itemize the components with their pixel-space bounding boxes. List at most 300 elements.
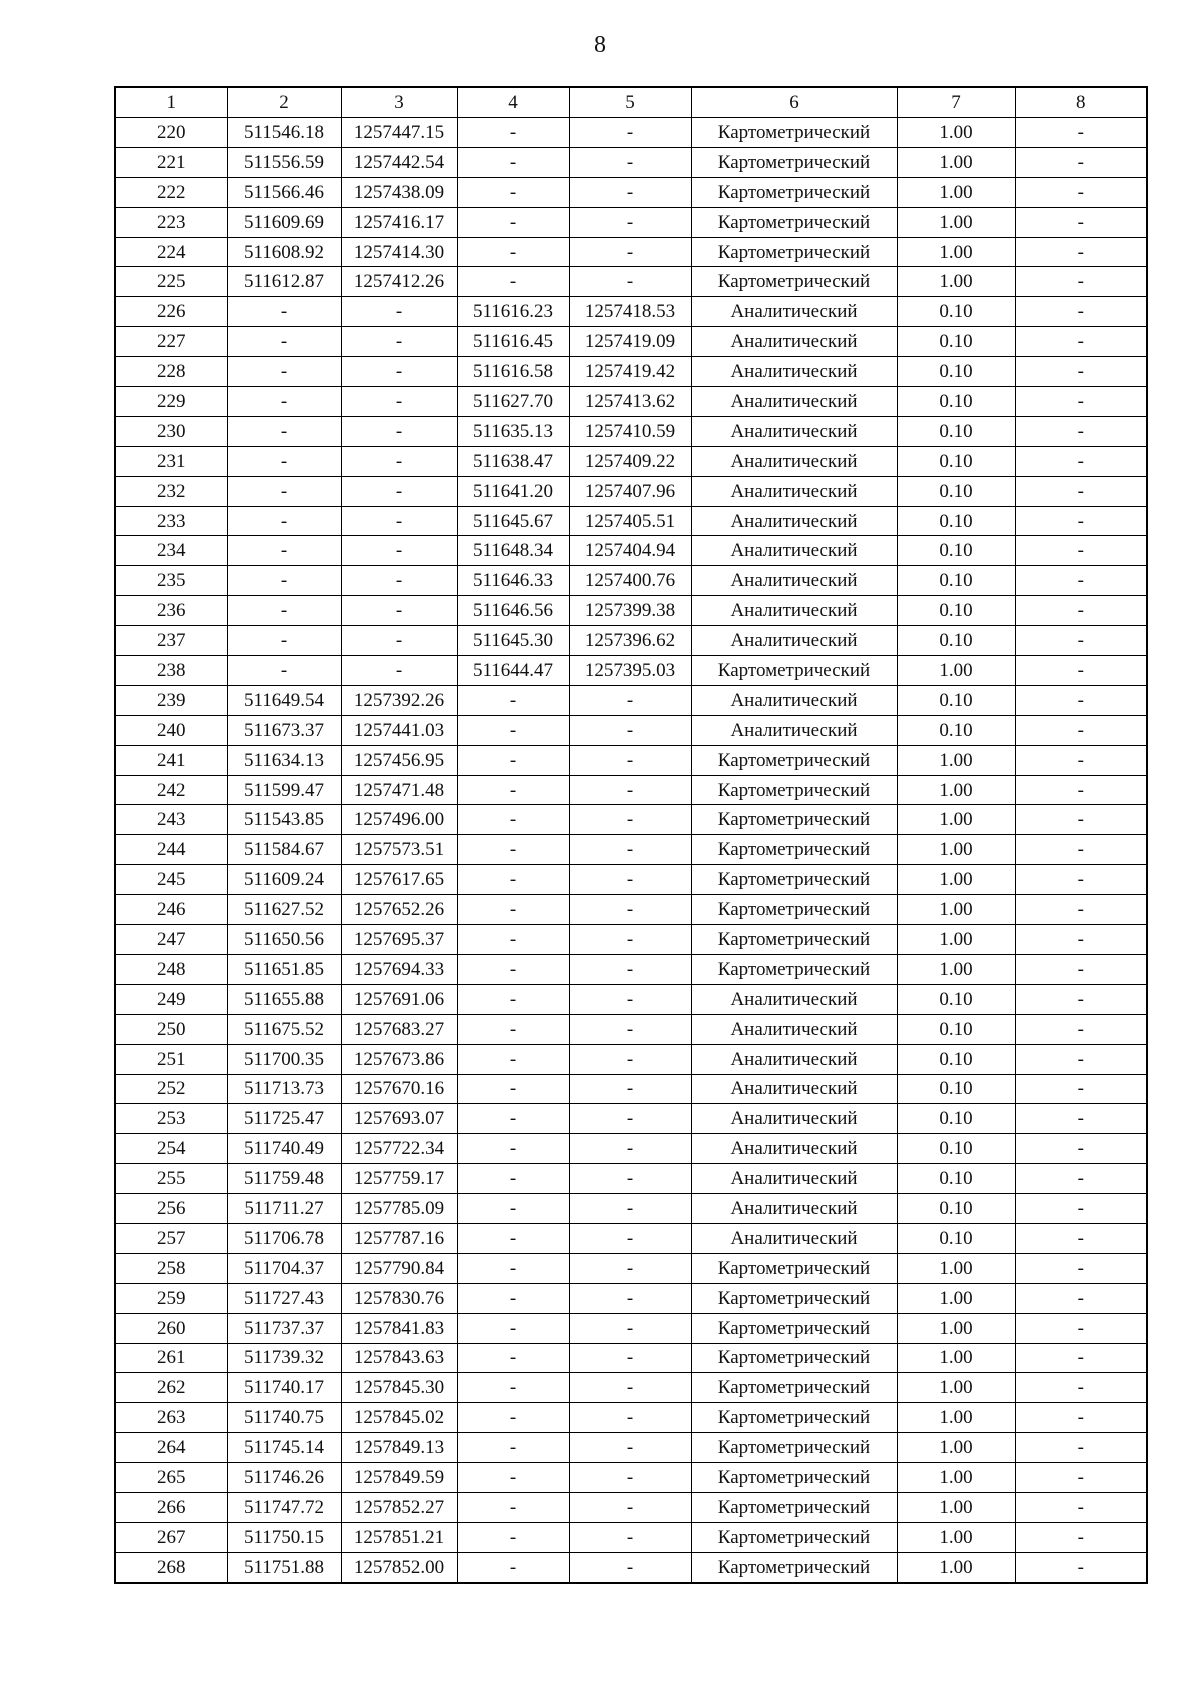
cell-y-coord-existing: - [341, 327, 457, 357]
cell-description: - [1015, 566, 1147, 596]
cell-y-coord-existing: 1257573.51 [341, 835, 457, 865]
cell-accuracy: 1.00 [897, 118, 1015, 148]
table-row [115, 237, 1147, 267]
cell-x-coord-existing: 511627.52 [227, 895, 341, 925]
cell-point-number: 233 [115, 506, 227, 536]
cell-x-coord-existing: 511566.46 [227, 177, 341, 207]
cell-x-coord-new: - [457, 1313, 569, 1343]
cell-description: - [1015, 1522, 1147, 1552]
cell-point-number: 226 [115, 297, 227, 327]
cell-y-coord-new: - [569, 237, 691, 267]
cell-x-coord-existing: 511745.14 [227, 1433, 341, 1463]
cell-accuracy: 1.00 [897, 775, 1015, 805]
cell-y-coord-existing: 1257785.09 [341, 1194, 457, 1224]
cell-point-number: 268 [115, 1552, 227, 1582]
cell-y-coord-existing: 1257496.00 [341, 805, 457, 835]
cell-y-coord-new: - [569, 1104, 691, 1134]
cell-description: - [1015, 118, 1147, 148]
cell-description: - [1015, 1194, 1147, 1224]
page-number: 8 [594, 32, 606, 58]
cell-method: Аналитический [691, 685, 897, 715]
cell-x-coord-existing: 511634.13 [227, 745, 341, 775]
table-row [115, 925, 1147, 955]
cell-point-number: 253 [115, 1104, 227, 1134]
cell-method: Картометрический [691, 118, 897, 148]
table-row [115, 1134, 1147, 1164]
cell-accuracy: 0.10 [897, 476, 1015, 506]
cell-method: Аналитический [691, 357, 897, 387]
table-row [115, 267, 1147, 297]
cell-x-coord-existing: 511651.85 [227, 954, 341, 984]
cell-point-number: 251 [115, 1044, 227, 1074]
cell-x-coord-new: - [457, 147, 569, 177]
cell-point-number: 241 [115, 745, 227, 775]
cell-method: Аналитический [691, 984, 897, 1014]
cell-method: Картометрический [691, 925, 897, 955]
cell-description: - [1015, 1134, 1147, 1164]
cell-y-coord-new: 1257410.59 [569, 416, 691, 446]
cell-x-coord-existing: - [227, 476, 341, 506]
cell-accuracy: 1.00 [897, 1253, 1015, 1283]
cell-y-coord-new: - [569, 1223, 691, 1253]
cell-point-number: 250 [115, 1014, 227, 1044]
table-row [115, 835, 1147, 865]
cell-method: Картометрический [691, 147, 897, 177]
cell-x-coord-new: 511616.45 [457, 327, 569, 357]
cell-x-coord-new: - [457, 925, 569, 955]
cell-y-coord-existing: 1257694.33 [341, 954, 457, 984]
table-row [115, 1104, 1147, 1134]
table-row [115, 1403, 1147, 1433]
cell-point-number: 240 [115, 715, 227, 745]
cell-x-coord-new: 511646.56 [457, 596, 569, 626]
cell-x-coord-new: 511616.58 [457, 357, 569, 387]
cell-x-coord-new: - [457, 1044, 569, 1074]
table-row [115, 1074, 1147, 1104]
table-row [115, 954, 1147, 984]
cell-y-coord-existing: 1257852.27 [341, 1492, 457, 1522]
table-row [115, 1522, 1147, 1552]
cell-description: - [1015, 775, 1147, 805]
cell-description: - [1015, 626, 1147, 656]
cell-method: Аналитический [691, 327, 897, 357]
cell-method: Картометрический [691, 237, 897, 267]
cell-y-coord-existing: - [341, 656, 457, 686]
table-row [115, 506, 1147, 536]
cell-y-coord-new: 1257396.62 [569, 626, 691, 656]
cell-x-coord-existing: - [227, 536, 341, 566]
cell-x-coord-existing: 511739.32 [227, 1343, 341, 1373]
table-row [115, 984, 1147, 1014]
header-row [115, 87, 1147, 118]
cell-x-coord-existing: - [227, 596, 341, 626]
cell-y-coord-new: - [569, 954, 691, 984]
cell-accuracy: 1.00 [897, 1343, 1015, 1373]
cell-point-number: 245 [115, 865, 227, 895]
cell-method: Картометрический [691, 1492, 897, 1522]
cell-accuracy: 1.00 [897, 237, 1015, 267]
cell-method: Картометрический [691, 1552, 897, 1582]
cell-y-coord-existing: 1257441.03 [341, 715, 457, 745]
cell-point-number: 257 [115, 1223, 227, 1253]
cell-x-coord-new: - [457, 954, 569, 984]
table-row [115, 685, 1147, 715]
table-row [115, 177, 1147, 207]
cell-x-coord-existing: 511584.67 [227, 835, 341, 865]
cell-description: - [1015, 656, 1147, 686]
cell-x-coord-new: - [457, 895, 569, 925]
cell-point-number: 227 [115, 327, 227, 357]
cell-x-coord-new: - [457, 1373, 569, 1403]
cell-description: - [1015, 536, 1147, 566]
cell-y-coord-new: - [569, 1253, 691, 1283]
cell-x-coord-new: 511646.33 [457, 566, 569, 596]
cell-y-coord-new: - [569, 805, 691, 835]
cell-accuracy: 1.00 [897, 1433, 1015, 1463]
cell-description: - [1015, 745, 1147, 775]
cell-description: - [1015, 685, 1147, 715]
cell-description: - [1015, 237, 1147, 267]
cell-y-coord-new: - [569, 1522, 691, 1552]
cell-x-coord-existing: 511750.15 [227, 1522, 341, 1552]
cell-y-coord-new: - [569, 685, 691, 715]
cell-description: - [1015, 1164, 1147, 1194]
cell-method: Картометрический [691, 1403, 897, 1433]
cell-description: - [1015, 835, 1147, 865]
cell-point-number: 247 [115, 925, 227, 955]
cell-point-number: 261 [115, 1343, 227, 1373]
cell-method: Аналитический [691, 715, 897, 745]
cell-x-coord-existing: 511706.78 [227, 1223, 341, 1253]
cell-x-coord-new: 511638.47 [457, 446, 569, 476]
cell-accuracy: 1.00 [897, 1492, 1015, 1522]
cell-y-coord-existing: 1257416.17 [341, 207, 457, 237]
table-row [115, 1164, 1147, 1194]
table-row [115, 1343, 1147, 1373]
cell-y-coord-new: - [569, 1403, 691, 1433]
cell-description: - [1015, 387, 1147, 417]
cell-accuracy: 1.00 [897, 1463, 1015, 1493]
cell-x-coord-existing: 511740.49 [227, 1134, 341, 1164]
cell-point-number: 267 [115, 1522, 227, 1552]
cell-x-coord-new: - [457, 715, 569, 745]
cell-y-coord-existing: - [341, 387, 457, 417]
cell-x-coord-existing: 511546.18 [227, 118, 341, 148]
cell-y-coord-existing: - [341, 536, 457, 566]
cell-x-coord-new: 511644.47 [457, 656, 569, 686]
table-row [115, 297, 1147, 327]
cell-accuracy: 0.10 [897, 327, 1015, 357]
cell-method: Картометрический [691, 835, 897, 865]
cell-y-coord-existing: 1257830.76 [341, 1283, 457, 1313]
cell-point-number: 262 [115, 1373, 227, 1403]
cell-x-coord-new: - [457, 775, 569, 805]
cell-accuracy: 0.10 [897, 416, 1015, 446]
cell-accuracy: 1.00 [897, 177, 1015, 207]
cell-point-number: 229 [115, 387, 227, 417]
cell-description: - [1015, 1283, 1147, 1313]
cell-description: - [1015, 506, 1147, 536]
cell-x-coord-new: - [457, 1343, 569, 1373]
cell-y-coord-new: - [569, 745, 691, 775]
cell-point-number: 231 [115, 446, 227, 476]
cell-x-coord-existing: 511713.73 [227, 1074, 341, 1104]
cell-x-coord-existing: - [227, 446, 341, 476]
cell-description: - [1015, 954, 1147, 984]
cell-point-number: 260 [115, 1313, 227, 1343]
table-row [115, 476, 1147, 506]
column-header-4: 4 [457, 87, 569, 118]
cell-x-coord-new: - [457, 267, 569, 297]
cell-description: - [1015, 1253, 1147, 1283]
cell-accuracy: 1.00 [897, 865, 1015, 895]
cell-y-coord-new: - [569, 1164, 691, 1194]
cell-method: Картометрический [691, 745, 897, 775]
table-row [115, 1492, 1147, 1522]
cell-description: - [1015, 1403, 1147, 1433]
cell-x-coord-new: - [457, 1283, 569, 1313]
cell-method: Аналитический [691, 1223, 897, 1253]
cell-y-coord-new: - [569, 715, 691, 745]
cell-x-coord-existing: 511649.54 [227, 685, 341, 715]
cell-x-coord-new: - [457, 1253, 569, 1283]
cell-method: Аналитический [691, 297, 897, 327]
cell-accuracy: 1.00 [897, 1283, 1015, 1313]
cell-method: Аналитический [691, 536, 897, 566]
cell-y-coord-existing: 1257447.15 [341, 118, 457, 148]
cell-method: Картометрический [691, 177, 897, 207]
cell-x-coord-existing: 511608.92 [227, 237, 341, 267]
cell-point-number: 248 [115, 954, 227, 984]
cell-y-coord-existing: 1257414.30 [341, 237, 457, 267]
cell-y-coord-new: 1257419.42 [569, 357, 691, 387]
cell-x-coord-existing: 511650.56 [227, 925, 341, 955]
table-row [115, 895, 1147, 925]
cell-y-coord-existing: 1257790.84 [341, 1253, 457, 1283]
cell-description: - [1015, 865, 1147, 895]
cell-method: Аналитический [691, 1164, 897, 1194]
cell-x-coord-existing: 511725.47 [227, 1104, 341, 1134]
cell-description: - [1015, 805, 1147, 835]
cell-y-coord-new: - [569, 1074, 691, 1104]
cell-y-coord-new: - [569, 267, 691, 297]
cell-description: - [1015, 895, 1147, 925]
cell-description: - [1015, 147, 1147, 177]
cell-accuracy: 0.10 [897, 1014, 1015, 1044]
cell-x-coord-new: 511641.20 [457, 476, 569, 506]
cell-x-coord-existing: - [227, 656, 341, 686]
cell-method: Картометрический [691, 1373, 897, 1403]
table-body [115, 118, 1147, 1583]
cell-method: Картометрический [691, 207, 897, 237]
cell-x-coord-new: - [457, 1134, 569, 1164]
cell-accuracy: 1.00 [897, 207, 1015, 237]
cell-x-coord-new: - [457, 1164, 569, 1194]
cell-description: - [1015, 177, 1147, 207]
cell-method: Картометрический [691, 1522, 897, 1552]
cell-y-coord-existing: - [341, 626, 457, 656]
cell-point-number: 254 [115, 1134, 227, 1164]
cell-x-coord-new: - [457, 1014, 569, 1044]
cell-method: Картометрический [691, 656, 897, 686]
cell-point-number: 225 [115, 267, 227, 297]
cell-accuracy: 0.10 [897, 536, 1015, 566]
cell-point-number: 242 [115, 775, 227, 805]
cell-y-coord-existing: 1257683.27 [341, 1014, 457, 1044]
cell-point-number: 264 [115, 1433, 227, 1463]
cell-x-coord-existing: - [227, 357, 341, 387]
cell-y-coord-new: 1257395.03 [569, 656, 691, 686]
table-row [115, 1433, 1147, 1463]
cell-y-coord-existing: 1257849.59 [341, 1463, 457, 1493]
cell-y-coord-new: - [569, 984, 691, 1014]
cell-point-number: 223 [115, 207, 227, 237]
cell-x-coord-new: - [457, 1074, 569, 1104]
cell-x-coord-new: - [457, 685, 569, 715]
table-row [115, 1253, 1147, 1283]
cell-x-coord-new: 511616.23 [457, 297, 569, 327]
cell-accuracy: 0.10 [897, 297, 1015, 327]
cell-x-coord-new: 511635.13 [457, 416, 569, 446]
cell-description: - [1015, 1313, 1147, 1343]
cell-y-coord-existing: 1257759.17 [341, 1164, 457, 1194]
cell-description: - [1015, 984, 1147, 1014]
cell-y-coord-existing: - [341, 566, 457, 596]
cell-method: Картометрический [691, 1253, 897, 1283]
cell-accuracy: 0.10 [897, 596, 1015, 626]
table-row [115, 745, 1147, 775]
cell-y-coord-new: - [569, 1134, 691, 1164]
cell-method: Картометрический [691, 895, 897, 925]
cell-accuracy: 1.00 [897, 895, 1015, 925]
cell-y-coord-new: - [569, 1194, 691, 1224]
column-header-2: 2 [227, 87, 341, 118]
cell-x-coord-existing: - [227, 566, 341, 596]
cell-y-coord-existing: 1257849.13 [341, 1433, 457, 1463]
cell-x-coord-existing: 511746.26 [227, 1463, 341, 1493]
table-row [115, 626, 1147, 656]
cell-x-coord-new: - [457, 984, 569, 1014]
cell-x-coord-existing: - [227, 626, 341, 656]
cell-description: - [1015, 1223, 1147, 1253]
cell-y-coord-existing: - [341, 357, 457, 387]
cell-point-number: 234 [115, 536, 227, 566]
cell-x-coord-existing: 511700.35 [227, 1044, 341, 1074]
cell-method: Аналитический [691, 1014, 897, 1044]
cell-y-coord-new: 1257405.51 [569, 506, 691, 536]
cell-x-coord-new: - [457, 237, 569, 267]
cell-y-coord-existing: 1257412.26 [341, 267, 457, 297]
cell-y-coord-existing: - [341, 446, 457, 476]
cell-description: - [1015, 1492, 1147, 1522]
cell-x-coord-existing: 511751.88 [227, 1552, 341, 1582]
cell-description: - [1015, 596, 1147, 626]
cell-y-coord-existing: - [341, 476, 457, 506]
cell-point-number: 236 [115, 596, 227, 626]
cell-x-coord-existing: 511740.75 [227, 1403, 341, 1433]
table-row [115, 596, 1147, 626]
cell-accuracy: 1.00 [897, 147, 1015, 177]
cell-accuracy: 0.10 [897, 1194, 1015, 1224]
column-header-1: 1 [115, 87, 227, 118]
cell-accuracy: 0.10 [897, 984, 1015, 1014]
cell-y-coord-new: - [569, 775, 691, 805]
cell-method: Картометрический [691, 1343, 897, 1373]
cell-method: Аналитический [691, 626, 897, 656]
cell-y-coord-new: - [569, 1283, 691, 1313]
cell-accuracy: 1.00 [897, 805, 1015, 835]
cell-accuracy: 1.00 [897, 1373, 1015, 1403]
cell-point-number: 235 [115, 566, 227, 596]
cell-x-coord-new: - [457, 1104, 569, 1134]
cell-method: Картометрический [691, 1433, 897, 1463]
cell-x-coord-existing: - [227, 327, 341, 357]
cell-x-coord-existing: 511711.27 [227, 1194, 341, 1224]
cell-method: Аналитический [691, 446, 897, 476]
cell-description: - [1015, 925, 1147, 955]
cell-method: Аналитический [691, 1104, 897, 1134]
cell-description: - [1015, 207, 1147, 237]
cell-x-coord-existing: 511759.48 [227, 1164, 341, 1194]
table-row [115, 207, 1147, 237]
cell-point-number: 220 [115, 118, 227, 148]
table-row [115, 446, 1147, 476]
cell-y-coord-new: 1257407.96 [569, 476, 691, 506]
table-row [115, 387, 1147, 417]
cell-accuracy: 0.10 [897, 626, 1015, 656]
cell-y-coord-new: - [569, 1552, 691, 1582]
cell-y-coord-new: - [569, 1313, 691, 1343]
cell-x-coord-existing: 511740.17 [227, 1373, 341, 1403]
cell-x-coord-new: 511645.67 [457, 506, 569, 536]
column-header-7: 7 [897, 87, 1015, 118]
table-row [115, 775, 1147, 805]
cell-description: - [1015, 357, 1147, 387]
cell-accuracy: 0.10 [897, 1044, 1015, 1074]
cell-method: Аналитический [691, 1044, 897, 1074]
cell-y-coord-new: 1257400.76 [569, 566, 691, 596]
table-row [115, 1194, 1147, 1224]
cell-y-coord-existing: - [341, 506, 457, 536]
cell-x-coord-existing: 511599.47 [227, 775, 341, 805]
cell-description: - [1015, 1552, 1147, 1582]
cell-y-coord-existing: 1257695.37 [341, 925, 457, 955]
cell-accuracy: 0.10 [897, 1223, 1015, 1253]
cell-method: Картометрический [691, 1283, 897, 1313]
table-row [115, 416, 1147, 446]
cell-x-coord-existing: 511543.85 [227, 805, 341, 835]
cell-point-number: 237 [115, 626, 227, 656]
cell-accuracy: 1.00 [897, 954, 1015, 984]
cell-y-coord-new: 1257409.22 [569, 446, 691, 476]
cell-accuracy: 0.10 [897, 357, 1015, 387]
cell-y-coord-new: 1257404.94 [569, 536, 691, 566]
table-row [115, 536, 1147, 566]
table-row [115, 566, 1147, 596]
cell-point-number: 246 [115, 895, 227, 925]
table-row [115, 1373, 1147, 1403]
cell-x-coord-new: 511627.70 [457, 387, 569, 417]
table-row [115, 357, 1147, 387]
cell-x-coord-new: - [457, 1522, 569, 1552]
cell-x-coord-new: 511648.34 [457, 536, 569, 566]
cell-y-coord-existing: 1257471.48 [341, 775, 457, 805]
cell-description: - [1015, 1074, 1147, 1104]
cell-x-coord-existing: 511673.37 [227, 715, 341, 745]
cell-y-coord-existing: 1257438.09 [341, 177, 457, 207]
cell-accuracy: 0.10 [897, 685, 1015, 715]
cell-y-coord-new: - [569, 1014, 691, 1044]
